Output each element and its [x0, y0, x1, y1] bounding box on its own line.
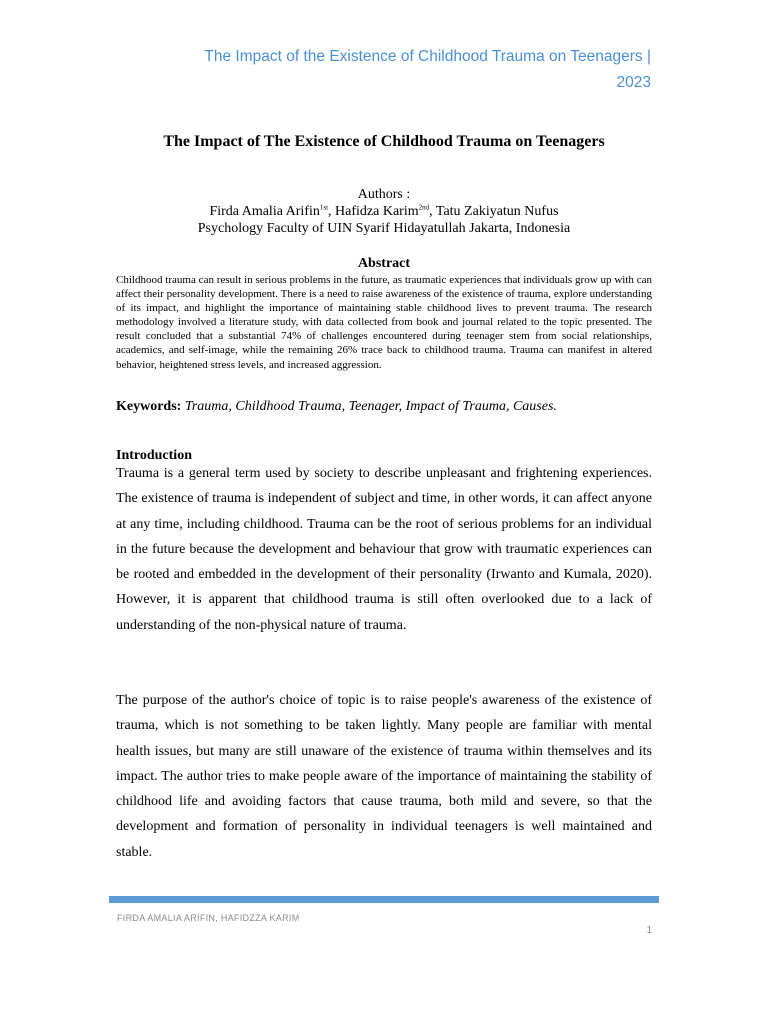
abstract-heading: Abstract [357, 256, 411, 271]
paper-title: The Impact of The Existence of Childhood Trauma on Teenagers [163, 133, 605, 150]
author-separator: , [429, 204, 436, 219]
author-mark: 1st [319, 203, 329, 212]
footer-divider-bar [109, 896, 659, 903]
running-title-line-2: 2023 [616, 74, 651, 91]
running-header [111, 44, 651, 96]
introduction-heading: Introduction [116, 448, 192, 463]
author-name: Hafidza Karim [335, 204, 419, 219]
page-number: 1 [646, 925, 652, 936]
introduction-paragraph-2: The purpose of the author's choice of topic is to raise people's awareness of the existence of trauma, which is not something to be taken lightly. Many people are familiar with mental health issues, but many are still unaware of the existence of trauma within themselves and its impact. The author tries to make people aware of the importance of maintaining the stability of childhood life and avoiding factors that cause trauma, both mild and severe, so that the development and formation of personality in individual teenagers is well maintained and stable. [116, 693, 652, 860]
authors-block [0, 186, 768, 237]
keywords-line [116, 399, 652, 415]
author-name: Tatu Zakiyatun Nufus [435, 204, 559, 219]
author-name: Firda Amalia Arifin [209, 204, 320, 219]
keywords-values: Trauma, Childhood Trauma, Teenager, Impact of Trauma, Causes. [184, 399, 557, 414]
footer-authors: FIRDA AMALIA ARIFIN, HAFIDZZA KARIM [117, 913, 300, 923]
authors-label: Authors : [357, 187, 411, 202]
introduction-paragraph-1: Trauma is a general term used by society to describe unpleasant and frightening experiences. The existence of trauma is independent of subject and time, in other words, it can affect anyone at any time, including childhood. Trauma can be the root of serious problems for an individual in the future because the development and behaviour that grow with traumatic experiences can be rooted and embedded in the development of their personality (Irwanto and Kumala, 2020). However, it is apparent that childhood trauma is still often overlooked due to a lack of understanding of the non-physical nature of trauma. [116, 466, 652, 633]
keywords-label: Keywords: [116, 399, 182, 414]
affiliation: Psychology Faculty of UIN Syarif Hidayatullah Jakarta, Indonesia [197, 221, 571, 236]
author-separator: , [328, 204, 336, 219]
author-list [0, 203, 768, 220]
abstract-text: Childhood trauma can result in serious problems in the future, as traumatic experiences that individuals grow up with can affect their personality development. There is a need to raise awareness of the existence of trauma, explore understanding of its impact, and highlight the importance of maintaining stable childhood lives to prevent trauma. The research methodology involved a literature study, with data collected from book and journal related to the topic presented. The result concluded that a substantial 74% of challenges encountered during teenager stem from social relationships, academics, and self-image, while the remaining 26% trace back to childhood trauma. Trauma can manifest in altered behavior, heightened stress levels, and increased aggression. [116, 274, 652, 371]
author-mark: 2nd [418, 203, 430, 212]
running-title-line-1: The Impact of the Existence of Childhood Trauma on Teenagers | [204, 48, 651, 65]
